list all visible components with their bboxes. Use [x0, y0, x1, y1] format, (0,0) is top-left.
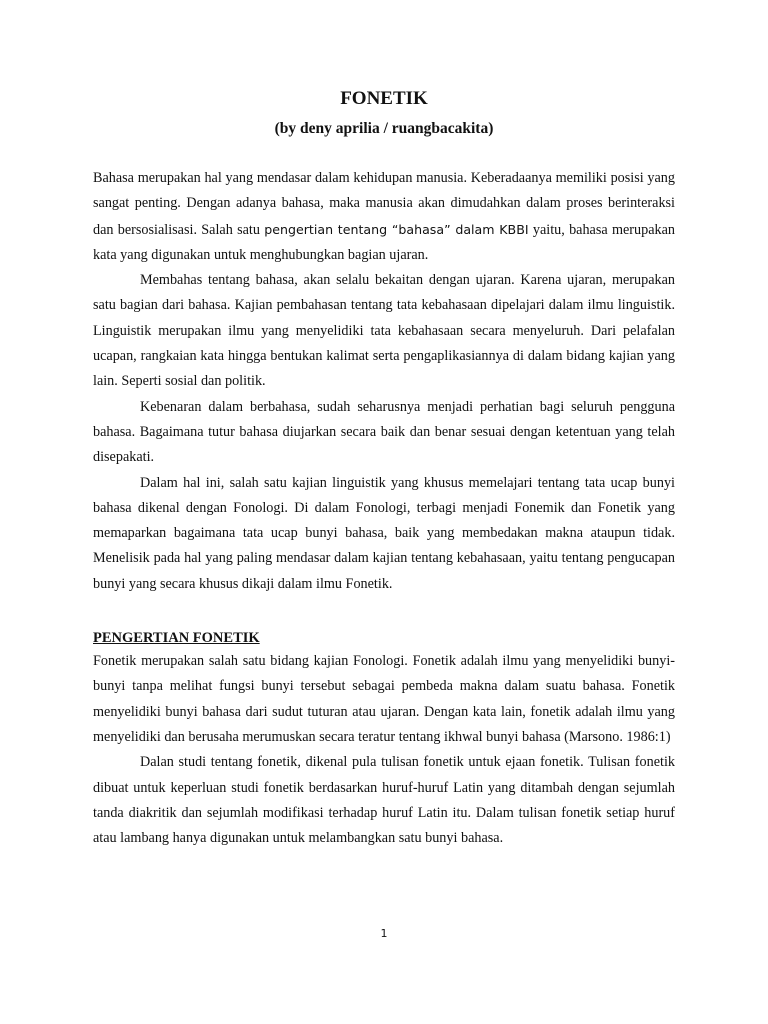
intro-paragraph-1 — [93, 166, 675, 268]
paragraph-text: yaitu, bahasa merupakan kata yang digunakan untuk menghubungkan bagian ujaran. — [93, 221, 676, 263]
document-title: FONETIK — [340, 88, 428, 109]
intro-section — [93, 166, 675, 597]
page-number: 1 — [380, 927, 388, 940]
intro-paragraph-3: Kebenaran dalam berbahasa, sudah seharusnya menjadi perhatian bagi seluruh pengguna bahasa. Bagaimana tutur bahasa diujarkan secara baik dan benar sesuai dengan ketentuan yang telah disepakati. — [93, 398, 675, 466]
definition-paragraph-2: Dalan studi tentang fonetik, dikenal pula tulisan fonetik untuk ejaan fonetik. Tulisan fonetik dibuat untuk keperluan studi fonetik berdasarkan huruf-huruf Latin yang ditambah dengan sejumlah tanda diakritik dan sejumlah modifikasi terhadap huruf Latin itu. Dalam tulisan fonetik setiap huruf atau lambang hanya digunakan untuk melambangkan satu bunyi bahasa. — [93, 754, 675, 847]
intro-paragraph-2: Membahas tentang bahasa, akan selalu bekaitan dengan ujaran. Karena ujaran, merupakan satu bagian dari bahasa. Kajian pembahasan tentang tata kebahasaan dipelajari dalam ilmu linguistik. Linguistik merupakan ilmu yang menyelidiki tata kebahasaan secara menyeluruh. Dari pelafalan ucapan, rangkaian kata hingga bentukan kalimat serta pengaplikasiannya di dalam bidang kajian yang lain. Seperti sosial dan politik. — [93, 272, 675, 390]
definition-paragraph-1: Fonetik merupakan salah satu bidang kajian Fonologi. Fonetik adalah ilmu yang menyelidiki bunyi-bunyi tanpa melihat fungsi bunyi tersebut sebagai pembeda makna dalam suatu bahasa. Fonetik menyelidiki bunyi bahasa dari sudut tuturan atau ujaran. Dengan kata lain, fonetik adalah ilmu yang menyelidiki dan berusaha merumuskan secara teratur tentang ikhwal bunyi bahasa (Marsono. 1986:1) — [93, 653, 675, 745]
paragraph-text: Bahasa merupakan hal yang mendasar dalam kehidupan manusia. Keberadaanya memiliki posisi yang sangat penting. Dengan adanya bahasa, maka manusia akan dimudahkan dalam proses berinteraksi dan bersosialisasi. Salah satu — [93, 170, 675, 238]
document-subtitle: (by deny aprilia / ruangbacakita) — [274, 120, 494, 137]
section-heading: PENGERTIAN FONETIK — [93, 630, 260, 647]
intro-paragraph-4: Dalam hal ini, salah satu kajian linguistik yang khusus memelajari tentang tata ucap bunyi bahasa dikenal dengan Fonologi. Di dalam Fonologi, terbagi menjadi Fonemik dan Fonetik yang memaparkan bagaimana tata ucap bunyi bahasa, baik yang membedakan makna ataupun tidak. Menelisik pada hal yang paling mendasar dalam kajian tentang kebahasaan, yaitu tentang pengucapan bunyi yang secara khusus dikaji dalam ilmu Fonetik. — [93, 474, 675, 592]
kbbi-reference: pengertian tentang “bahasa” dalam KBBI — [264, 221, 529, 237]
document-page — [93, 86, 675, 851]
definition-section — [93, 649, 675, 851]
